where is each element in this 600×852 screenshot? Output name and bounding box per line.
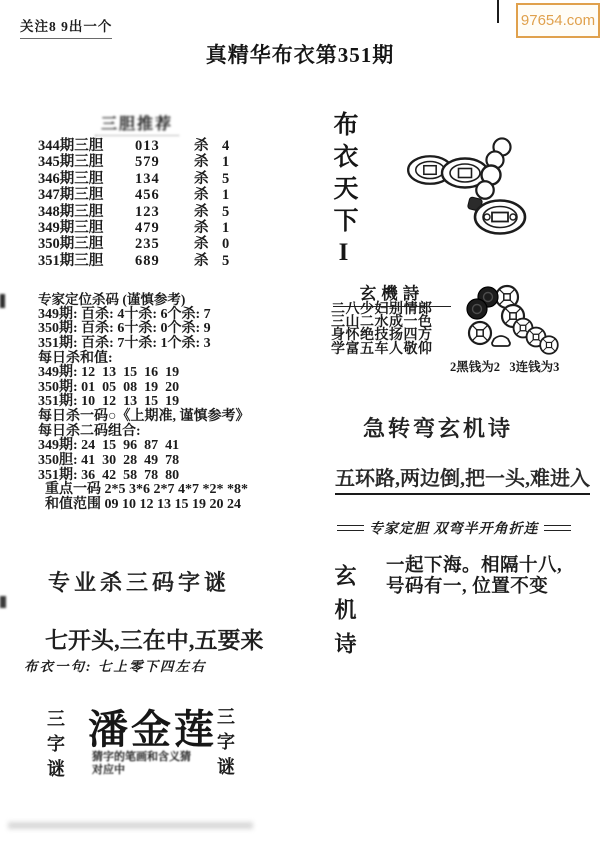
- row-kill-label: 杀: [194, 138, 209, 154]
- table-row: [38, 236, 238, 252]
- row-kill-value: 5: [222, 203, 230, 220]
- row-numbers: 123: [135, 203, 160, 220]
- buyi-phrase-line: 布衣一句: 七上零下四左右: [24, 659, 207, 674]
- row-numbers: 479: [135, 219, 160, 236]
- row-kill-label: 杀: [194, 252, 209, 269]
- row-kill-label: 杀: [194, 170, 209, 187]
- row-kill-value: 4: [222, 138, 230, 154]
- kill-line: 349期: 12 13 15 16 19: [38, 365, 180, 381]
- verse-line: 号码有一, 位置不变: [386, 577, 549, 597]
- poem-line: 身怀绝技扬四方: [331, 328, 433, 344]
- row-period: 350期三胆: [38, 236, 104, 253]
- sharp-turn-sentence: 五环路,两边倒,把一头,难进入: [335, 462, 590, 495]
- three-char-riddle-label-left: 三字谜: [45, 709, 65, 784]
- coin-figure-diagram: [398, 128, 566, 240]
- row-kill-value: 1: [222, 219, 230, 236]
- xuanji-poem-header: 玄機詩: [333, 280, 451, 307]
- verse-line: 一起下海。相隔十八,: [386, 556, 563, 576]
- kill-line: 351期: 36 42 58 78 80: [38, 467, 180, 483]
- row-kill-label: 杀: [194, 187, 209, 204]
- row-numbers: 689: [135, 252, 160, 269]
- dan-table-header: 三胆推荐: [95, 111, 179, 136]
- row-kill-value: 1: [222, 187, 230, 204]
- three-char-riddle-label-right: 三字谜: [215, 707, 235, 782]
- coin-cluster-caption: 2黑钱为2 3连钱为3: [450, 360, 560, 374]
- kill-line: 349期: 百杀: 4十杀: 6个杀: 7: [38, 306, 211, 322]
- table-row: [38, 171, 238, 187]
- note-line: 对应中: [92, 763, 125, 776]
- row-period: 347期三胆: [38, 187, 104, 204]
- top-note: 关注8 9出一个: [20, 15, 112, 39]
- kill-line: 每日杀二码组合:: [38, 423, 141, 439]
- kill-section-title: 专家定位杀码 (谨慎参考): [38, 292, 186, 307]
- kill-line: 350期: 百杀: 6十杀: 0个杀: 9: [38, 321, 211, 337]
- expert-dan-text: 专家定胆 双弯半开角折连: [369, 522, 539, 537]
- table-row: [38, 253, 238, 269]
- row-kill-label: 杀: [194, 203, 209, 220]
- xuanji-verse: [386, 556, 562, 598]
- row-kill-value: 5: [222, 170, 230, 187]
- three-char-riddle-answer: 潘金莲: [88, 707, 217, 752]
- page-title: 真精华布衣第351期: [205, 43, 395, 67]
- row-kill-label: 杀: [194, 154, 209, 171]
- row-numbers: 456: [135, 187, 160, 204]
- double-line-left: [337, 525, 364, 531]
- row-period: 349期三胆: [38, 219, 104, 236]
- expert-dan-note: [337, 518, 571, 538]
- kill-line: 350胆: 41 30 28 49 78: [38, 453, 180, 469]
- buyi-tianxia-vertical-title: 布衣天下I: [330, 111, 357, 273]
- row-period: 346期三胆: [38, 170, 104, 187]
- kill-line: 每日杀和值:: [38, 350, 113, 366]
- table-row: [38, 220, 238, 236]
- table-row: [38, 154, 238, 170]
- riddle-title: 专业杀三码字谜: [48, 570, 231, 595]
- scan-smudge: [8, 822, 253, 829]
- row-kill-label: 杀: [194, 219, 209, 236]
- three-char-riddle-note: [92, 751, 191, 776]
- table-row: [38, 204, 238, 220]
- kill-line: 351期: 百杀: 7十杀: 1个杀: 3: [38, 335, 211, 351]
- sharp-turn-title: 急转弯玄机诗: [363, 416, 514, 441]
- scan-smudge: [0, 294, 5, 308]
- header-divider-line: [497, 0, 499, 23]
- site-watermark-badge: 97654.com: [516, 3, 600, 38]
- row-numbers: 579: [135, 154, 160, 171]
- expert-kill-section: [38, 293, 249, 513]
- row-period: 344期三胆: [38, 138, 104, 154]
- kill-line: 350期: 01 05 08 19 20: [38, 379, 180, 395]
- table-row: [38, 187, 238, 203]
- scan-smudge: [0, 596, 6, 608]
- kill-line: 349期: 24 15 96 87 41: [38, 438, 180, 454]
- sum-range-line: 和值范围 09 10 12 13 15 19 20 24: [45, 496, 241, 512]
- kill-line: 每日杀一码○《上期准, 谨慎参考》: [38, 409, 250, 425]
- row-numbers: 013: [135, 138, 160, 154]
- double-line-right: [544, 525, 571, 531]
- poem-line: 学富五车人敬仰: [331, 341, 433, 357]
- kill-line: 351期: 10 12 13 15 19: [38, 394, 180, 410]
- note-line: 猜字的笔画和含义猜: [92, 751, 191, 763]
- xuanji-vertical-title: 玄机诗: [332, 564, 357, 666]
- xuanji-poem: [331, 303, 433, 356]
- key-code-line: 重点一码 2*5 3*6 2*7 4*7 *2* *8*: [45, 482, 248, 498]
- table-row: [38, 138, 238, 154]
- row-kill-value: 0: [222, 236, 230, 253]
- row-period: 345期三胆: [38, 154, 104, 171]
- row-kill-value: 1: [222, 154, 230, 171]
- poem-line: 二八少妇别情郎: [331, 302, 433, 317]
- row-numbers: 134: [135, 170, 160, 187]
- row-numbers: 235: [135, 236, 160, 253]
- coin-cluster-diagram: [449, 283, 567, 355]
- dan-table: [38, 138, 238, 269]
- row-period: 348期三胆: [38, 203, 104, 220]
- row-period: 351期三胆: [38, 252, 104, 269]
- row-kill-label: 杀: [194, 236, 209, 253]
- poem-line: 三山二水成一色: [331, 315, 433, 331]
- row-kill-value: 5: [222, 252, 230, 269]
- riddle-sentence: 七开头,三在中,五要来: [45, 628, 264, 653]
